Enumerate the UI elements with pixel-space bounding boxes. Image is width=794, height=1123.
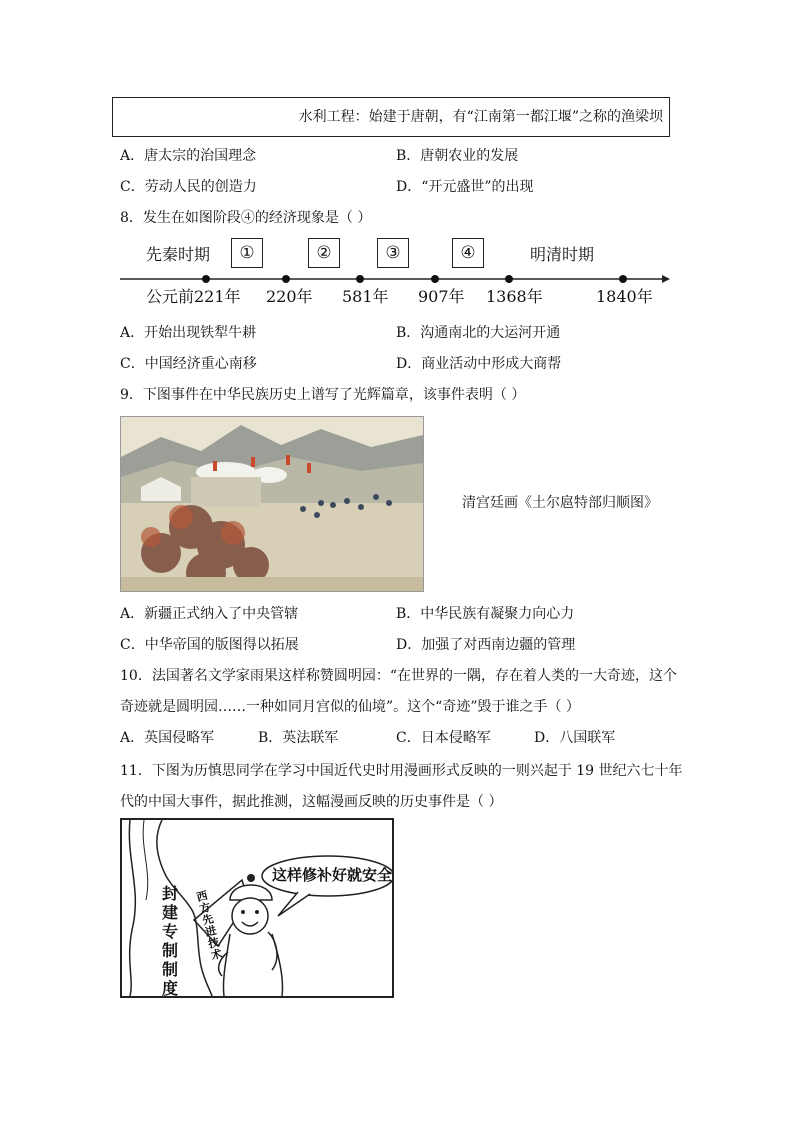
timeline-dot — [282, 275, 290, 283]
timeline-arrow-icon — [662, 275, 670, 283]
q10-option-c[interactable]: C．日本侵略军 — [396, 730, 491, 746]
timeline-year-5: 1368年 — [486, 287, 543, 306]
timeline-dot — [431, 275, 439, 283]
cartoon-speech: 这样修补好就安全 — [272, 866, 393, 884]
q7-caption-box — [112, 97, 670, 137]
stage-box-4: ④ — [452, 238, 484, 268]
q9-caption: 清宫廷画《土尔扈特部归顺图》 — [462, 495, 658, 511]
q10-option-a[interactable]: A．英国侵略军 — [120, 730, 215, 746]
q8-timeline — [118, 234, 678, 306]
stage-box-2: ② — [308, 238, 340, 268]
stage-box-1: ① — [231, 238, 263, 268]
timeline-dot — [619, 275, 627, 283]
timeline-year-3: 581年 — [342, 287, 389, 306]
q8-stem: 8．发生在如图阶段④的经济现象是（ ） — [120, 210, 372, 226]
q10-option-d[interactable]: D．八国联军 — [534, 730, 616, 746]
q9-stem: 9．下图事件在中华民族历史上谱写了光辉篇章，该事件表明（ ） — [120, 387, 526, 403]
q7-caption: 水利工程：始建于唐朝，有“江南第一都江堰”之称的渔梁坝 — [298, 109, 663, 125]
q9-option-d[interactable]: D．加强了对西南边疆的管理 — [396, 637, 576, 653]
q8-option-d[interactable]: D．商业活动中形成大商帮 — [396, 356, 562, 372]
cartoon-patch-text: 西方先进技术 — [195, 888, 224, 963]
cartoon-wall-text: 封建专制制度 — [162, 884, 179, 998]
timeline-year-6: 1840年 — [596, 287, 653, 306]
timeline-year-4: 907年 — [418, 287, 465, 306]
timeline-year-1: 公元前221年 — [146, 287, 241, 306]
q9-option-b[interactable]: B．中华民族有凝聚力向心力 — [396, 606, 575, 622]
timeline-right-label: 明清时期 — [530, 245, 595, 264]
timeline-dot — [356, 275, 364, 283]
q11-stem-line2: 代的中国大事件，据此推测，这幅漫画反映的历史事件是（ ） — [120, 794, 503, 810]
q9-painting — [120, 416, 424, 592]
q8-option-b[interactable]: B．沟通南北的大运河开通 — [396, 325, 561, 341]
q7-option-b[interactable]: B．唐朝农业的发展 — [396, 148, 519, 164]
q7-option-d[interactable]: D．“开元盛世”的出现 — [396, 179, 534, 195]
q8-option-c[interactable]: C．中国经济重心南移 — [120, 356, 257, 372]
q8-option-a[interactable]: A．开始出现铁犁牛耕 — [120, 325, 257, 341]
q9-option-c[interactable]: C．中华帝国的版图得以拓展 — [120, 637, 299, 653]
q10-stem-line1: 10．法国著名文学家雨果这样称赞圆明园：“在世界的一隅，存在着人类的一大奇迹，这个 — [120, 668, 677, 684]
q10-stem-line2: 奇迹就是圆明园……一种如同月宫似的仙境”。这个“奇迹”毁于谁之手（ ） — [120, 699, 580, 715]
q10-option-b[interactable]: B．英法联军 — [258, 730, 339, 746]
timeline-year-2: 220年 — [266, 287, 313, 306]
q7-option-c[interactable]: C．劳动人民的创造力 — [120, 179, 257, 195]
q11-stem-line1: 11．下图为历慎思同学在学习中国近代史时用漫画形式反映的一则兴起于 19 世纪六七十年 — [120, 763, 683, 779]
timeline-left-label: 先秦时期 — [146, 245, 211, 264]
timeline-dot — [505, 275, 513, 283]
q9-option-a[interactable]: A．新疆正式纳入了中央管辖 — [120, 606, 299, 622]
landscape-painting-image — [121, 417, 423, 591]
timeline-dot — [202, 275, 210, 283]
q7-option-a[interactable]: A．唐太宗的治国理念 — [120, 148, 257, 164]
official-face-icon — [232, 898, 268, 934]
q11-cartoon — [120, 818, 394, 998]
stage-box-3: ③ — [377, 238, 409, 268]
